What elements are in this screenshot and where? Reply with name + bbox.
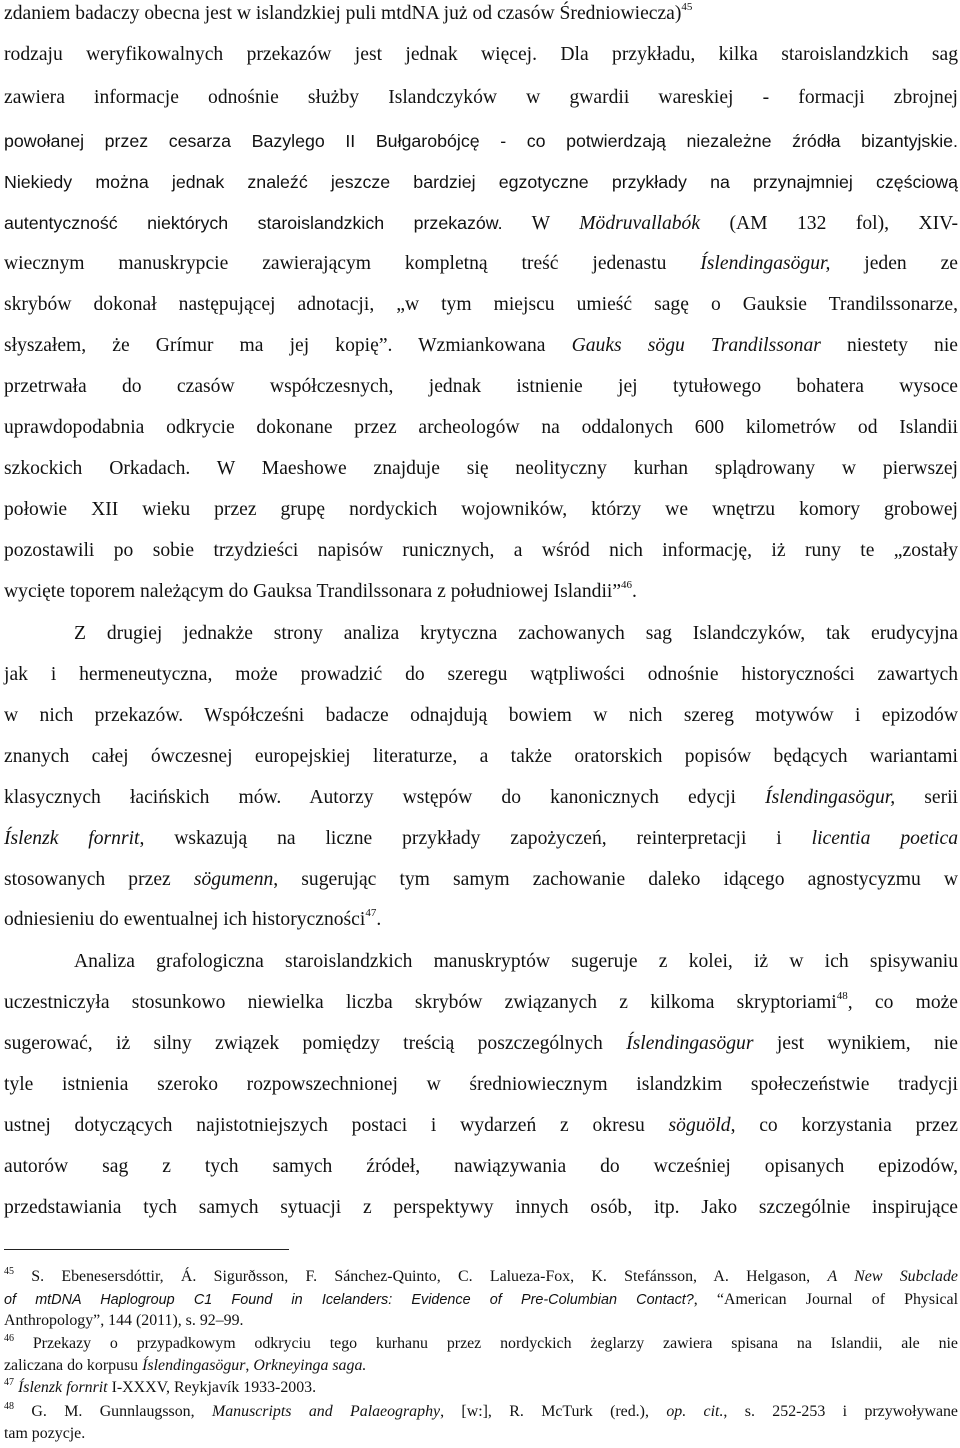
- text: powołanej przez cesarza Bazylego II Bułgarobójcę - co potwierdzają niezależne źródła bizantyjskie.: [4, 131, 958, 151]
- text: W: [531, 213, 550, 234]
- body-line: [4, 293, 958, 317]
- text-italic: Gauks sögu Trandilssonar: [571, 335, 821, 356]
- body-line: [4, 2, 958, 26]
- body-line: [4, 827, 958, 851]
- text: ,: [245, 1357, 250, 1374]
- text: serii: [924, 787, 958, 808]
- body-line: [4, 786, 958, 810]
- text: przetrwała do czasów współczesnych, jednak istnienie jej tytułowego bohatera wysoce: [4, 376, 958, 397]
- body-line: [4, 211, 958, 236]
- body-line: [4, 868, 958, 892]
- body-line: [4, 252, 958, 276]
- footnote-45-cont: [4, 1311, 958, 1331]
- footnote-ref[interactable]: 46: [621, 579, 633, 592]
- text-italic: Íslendingasögur: [626, 1033, 754, 1054]
- text-italic: Manuscripts and Palaeography: [212, 1403, 441, 1420]
- text: wiecznym manuskrypcie zawierającym kompletną treść jedenastu: [4, 253, 667, 274]
- footnote-47: [4, 1378, 958, 1398]
- body-line: [4, 1114, 958, 1138]
- text: skrybów dokonał następującej adnotacji, „w tym miejscu umieść sagę o Gauksie Trandilssonarze,: [4, 294, 958, 315]
- footnote-number: 45: [4, 1265, 14, 1277]
- text-italic: of mtDNA Haplogroup C1 Found in Icelanders: Evidence of Pre-Columbian Contact?: [4, 1292, 694, 1308]
- text: w nich przekazów. Współcześni badacze odnajdują bowiem w nich szereg motywów i epizodów: [4, 705, 958, 726]
- body-line: [4, 580, 958, 604]
- footnote-number: 46: [4, 1332, 14, 1344]
- text: S. Ebenesersdóttir, Á. Sigurðsson, F. Sánchez-Quinto, C. Lalueza-Fox, K. Stefánsson, A. Helgason,: [31, 1268, 811, 1285]
- text: pozostawili po sobie trzydzieści napisów runicznych, a wśród nich informację, iż runy te „zostały: [4, 540, 958, 561]
- text: jeden ze: [864, 253, 958, 274]
- text: Z drugiej jednakże strony analiza krytyczna zachowanych sag Islandczyków, tak erudycyjna: [74, 623, 958, 644]
- text: zawiera informacje odnośnie służby Islandczyków w gwardii wareskiej - formacji zbrojnej: [4, 87, 958, 108]
- text: niestety nie: [846, 335, 958, 356]
- text: , [w:], R. McTurk (red.),: [440, 1403, 649, 1420]
- text: (AM 132 fol), XIV-: [729, 213, 958, 234]
- body-line: [4, 129, 958, 153]
- body-line: [4, 170, 958, 194]
- text: autentyczność niektórych staroislandzkich przekazów.: [4, 213, 503, 233]
- text: , co korzystania przez: [730, 1115, 958, 1136]
- body-line: [4, 334, 958, 358]
- text-italic: Orkneyinga saga.: [253, 1357, 367, 1374]
- body-line: [4, 663, 958, 687]
- body-line: [4, 498, 958, 522]
- footnote-45: [4, 1267, 958, 1287]
- text: G. M. Gunnlaugsson,: [31, 1403, 195, 1420]
- body-line: [74, 622, 958, 646]
- text: Przekazy o przypadkowym odkryciu tego kurhanu przez nordyckich żeglarzy zawiera spisana na Islandii, ale nie: [32, 1335, 958, 1352]
- footnote-ref[interactable]: 45: [681, 1, 693, 14]
- body-line: [4, 1032, 958, 1056]
- text-italic: Íslendingasögur,: [765, 787, 896, 808]
- footnote-48-cont: [4, 1424, 958, 1444]
- text: jak i hermeneutyczna, może prowadzić do szeregu wątpliwości odnośnie historyczności zawartych: [4, 664, 958, 685]
- text: .: [632, 581, 637, 602]
- text: , co może: [847, 992, 959, 1013]
- body-line: [4, 1073, 958, 1097]
- text: szkockich Orkadach. W Maeshowe znajduje się neolityczny kurhan splądrowany w pierwszej: [4, 458, 958, 479]
- body-line: [4, 375, 958, 399]
- body-line: [4, 704, 958, 728]
- text: , “American Journal of Physical: [693, 1291, 958, 1308]
- text: uczestniczyła stosunkowo niewielka liczba skrybów związanych z kilkoma skryptoriami: [4, 992, 837, 1013]
- text-italic: Íslenzk fornrit: [4, 828, 140, 849]
- text: sugerować, iż silny związek pomiędzy treścią poszczególnych: [4, 1033, 603, 1054]
- text: jest wynikiem, nie: [776, 1033, 958, 1054]
- text-italic: Mödruvallabók: [579, 213, 701, 234]
- text: .: [376, 909, 382, 930]
- text: I-XXXV, Reykjavík 1933-2003.: [111, 1379, 317, 1396]
- text-italic: A New Subclade: [827, 1268, 958, 1285]
- text: klasycznych łacińskich mów. Autorzy wstępów do kanonicznych edycji: [4, 787, 736, 808]
- footnote-45-cont: [4, 1290, 958, 1310]
- text: ustnej dotyczących najistotniejszych postaci i wydarzeń z okresu: [4, 1115, 645, 1136]
- footnote-number: 48: [4, 1400, 14, 1412]
- text: Niekiedy można jednak znaleźć jeszcze bardziej egzotyczne przykłady na przynajmniej częściową: [4, 172, 958, 192]
- text: słyszałem, że Grímur ma jej kopię”. Wzmiankowana: [4, 335, 546, 356]
- body-line: [74, 950, 958, 974]
- text-italic: Íslenzk fornrit: [17, 1379, 108, 1396]
- text-italic: licentia poetica: [811, 828, 958, 849]
- text: , sugerując tym samym zachowanie daleko idącego agnostycyzmu w: [273, 869, 958, 890]
- footnote-divider: [4, 1249, 289, 1250]
- text: wycięte toporem należącym do Gauksa Trandilssonara z południowej Islandii”: [4, 581, 622, 602]
- body-line: [4, 1155, 958, 1179]
- footnote-number: 47: [4, 1376, 14, 1388]
- text: tam pozycje.: [4, 1425, 86, 1442]
- text: , wskazują na liczne przykłady zapożyczeń, reinterpretacji i: [139, 828, 782, 849]
- text: przedstawiania tych samych sytuacji z perspektywy innych osób, itp. Jako szczególnie inspirujące: [4, 1197, 958, 1218]
- body-line: [4, 908, 958, 932]
- body-line: [4, 457, 958, 481]
- text: autorów sag z tych samych źródeł, nawiązywania do wcześniej opisanych epizodów,: [4, 1156, 958, 1177]
- text: Anthropology”, 144 (2011), s. 92–99.: [4, 1312, 244, 1329]
- text: Dla przykładu, kilka staroislandzkich sag: [560, 44, 959, 65]
- text: odniesieniu do ewentualnej ich historyczności: [4, 909, 366, 930]
- body-line: [4, 86, 958, 110]
- footnote-ref[interactable]: 48: [836, 990, 848, 1003]
- text-italic: op. cit.: [666, 1403, 724, 1420]
- body-line: [4, 1196, 958, 1220]
- body-line: [4, 43, 958, 67]
- body-line: [4, 539, 958, 563]
- text: uprawdopodabnia odkrycie dokonane przez archeologów na oddalonych 600 kilometrów od Islandii: [4, 417, 958, 438]
- text-italic: Íslendingasögur,: [700, 253, 831, 274]
- text: Analiza grafologiczna staroislandzkich manuskryptów sugeruje z kolei, iż w ich spisywaniu: [74, 951, 958, 972]
- text: rodzaju weryfikowalnych przekazów jest jednak więcej.: [4, 44, 538, 65]
- text-italic: sögumenn: [193, 869, 274, 890]
- text: zdaniem badaczy obecna jest w islandzkiej puli mtdNA już od czasów Średniowiecza): [4, 3, 682, 24]
- body-line: [4, 745, 958, 769]
- text-italic: söguöld: [668, 1115, 731, 1136]
- footnote-46-cont: [4, 1356, 958, 1376]
- footnote-ref[interactable]: 47: [365, 907, 377, 920]
- text-italic: Íslendingasögur: [142, 1357, 246, 1374]
- text: tyle istnienia szeroko rozpowszechnionej w średniowiecznym islandzkim społeczeństwie tradycji: [4, 1074, 958, 1095]
- body-line: [4, 416, 958, 440]
- footnote-48: [4, 1402, 958, 1422]
- text: zaliczana do korpusu: [4, 1357, 139, 1374]
- text: , s. 252-253 i przywoływane: [723, 1403, 958, 1420]
- footnote-46: [4, 1334, 958, 1354]
- text: połowie XII wieku przez grupę nordyckich wojowników, którzy we wnętrzu komory grobowej: [4, 499, 958, 520]
- text: znanych całej ówczesnej europejskiej literaturze, a także oratorskich popisów będących wariantami: [4, 746, 958, 767]
- body-line: [4, 991, 958, 1015]
- text: stosowanych przez: [4, 869, 171, 890]
